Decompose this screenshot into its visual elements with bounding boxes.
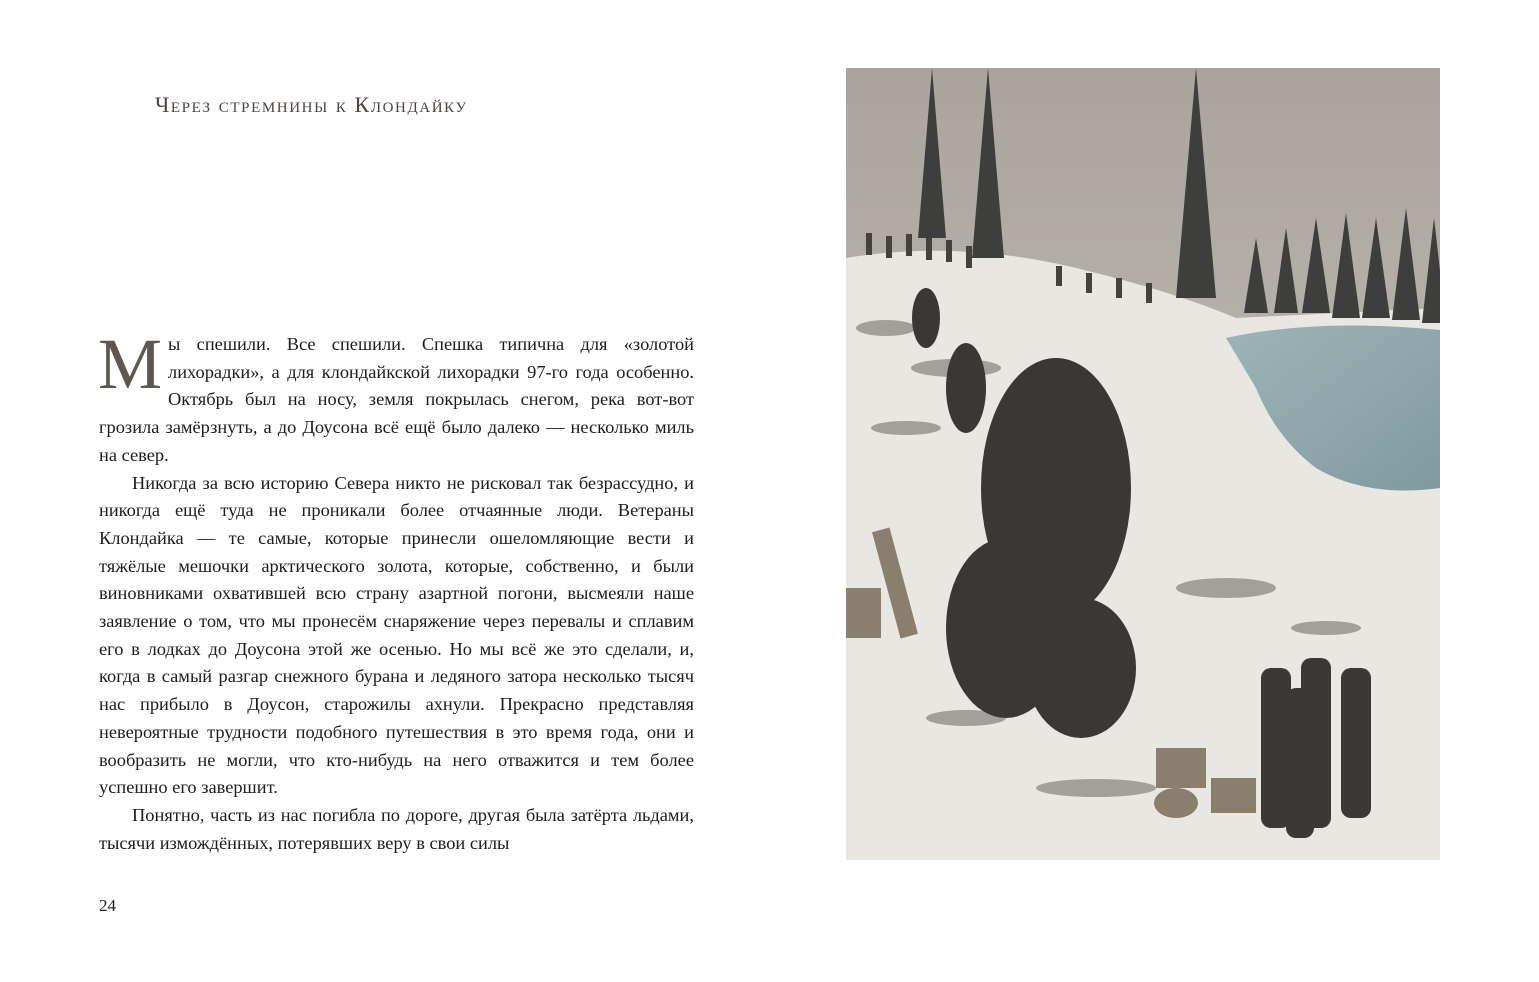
chapter-title: Через стремнины к Клондайку xyxy=(155,92,468,117)
paragraph-2: Никогда за всю историю Севера никто не рисковал так безрассудно, и никогда ещё туда не проникали более отчаянные люди. Ветераны Клондайка — те самые, которые принесли ошеломляющие вести и тяжёлые мешочки арктического золота, которые, собственно, и были виновниками охватившей всю страну азартной погони, высмеяли наше заявление о том, что мы пронесём снаряжение через перевалы и сплавим его в лодках до Доусона этой же осенью. Но мы всё же это сделали, и, когда в самый разгар снежного бурана и ледяного затора несколько тысяч нас прибыло в Доусон, старожилы ахнули. Прекрасно представляя невероятные трудности подобного путешествия в это время года, они и вообразить не могли, что кто-нибудь на него отважится и тем более успешно его завершит. xyxy=(99,472,694,798)
paragraph-1 xyxy=(98,324,694,470)
page-number: 24 xyxy=(99,896,116,915)
paragraph-1-text: ы спешили. Все спешили. Спешка типична для «золотой лихорадки», а для клондайкской лихорадки 97-го года особенно. Октябрь был на носу, земля покрылась снегом, река вот-вот грозила замёрзнуть, а до Доусона всё ещё было далеко — несколько миль на север. xyxy=(99,334,694,465)
body-text xyxy=(98,324,694,857)
illustration-artwork xyxy=(846,68,1440,860)
foreground-group xyxy=(1261,658,1371,838)
drop-cap: М xyxy=(98,324,163,404)
paragraph-3: Понятно, часть из нас погибла по дороге, другая была затёрта льдами, тысячи измождённых, потерявших веру в свои силы xyxy=(99,804,694,853)
klondike-illustration xyxy=(846,68,1440,860)
